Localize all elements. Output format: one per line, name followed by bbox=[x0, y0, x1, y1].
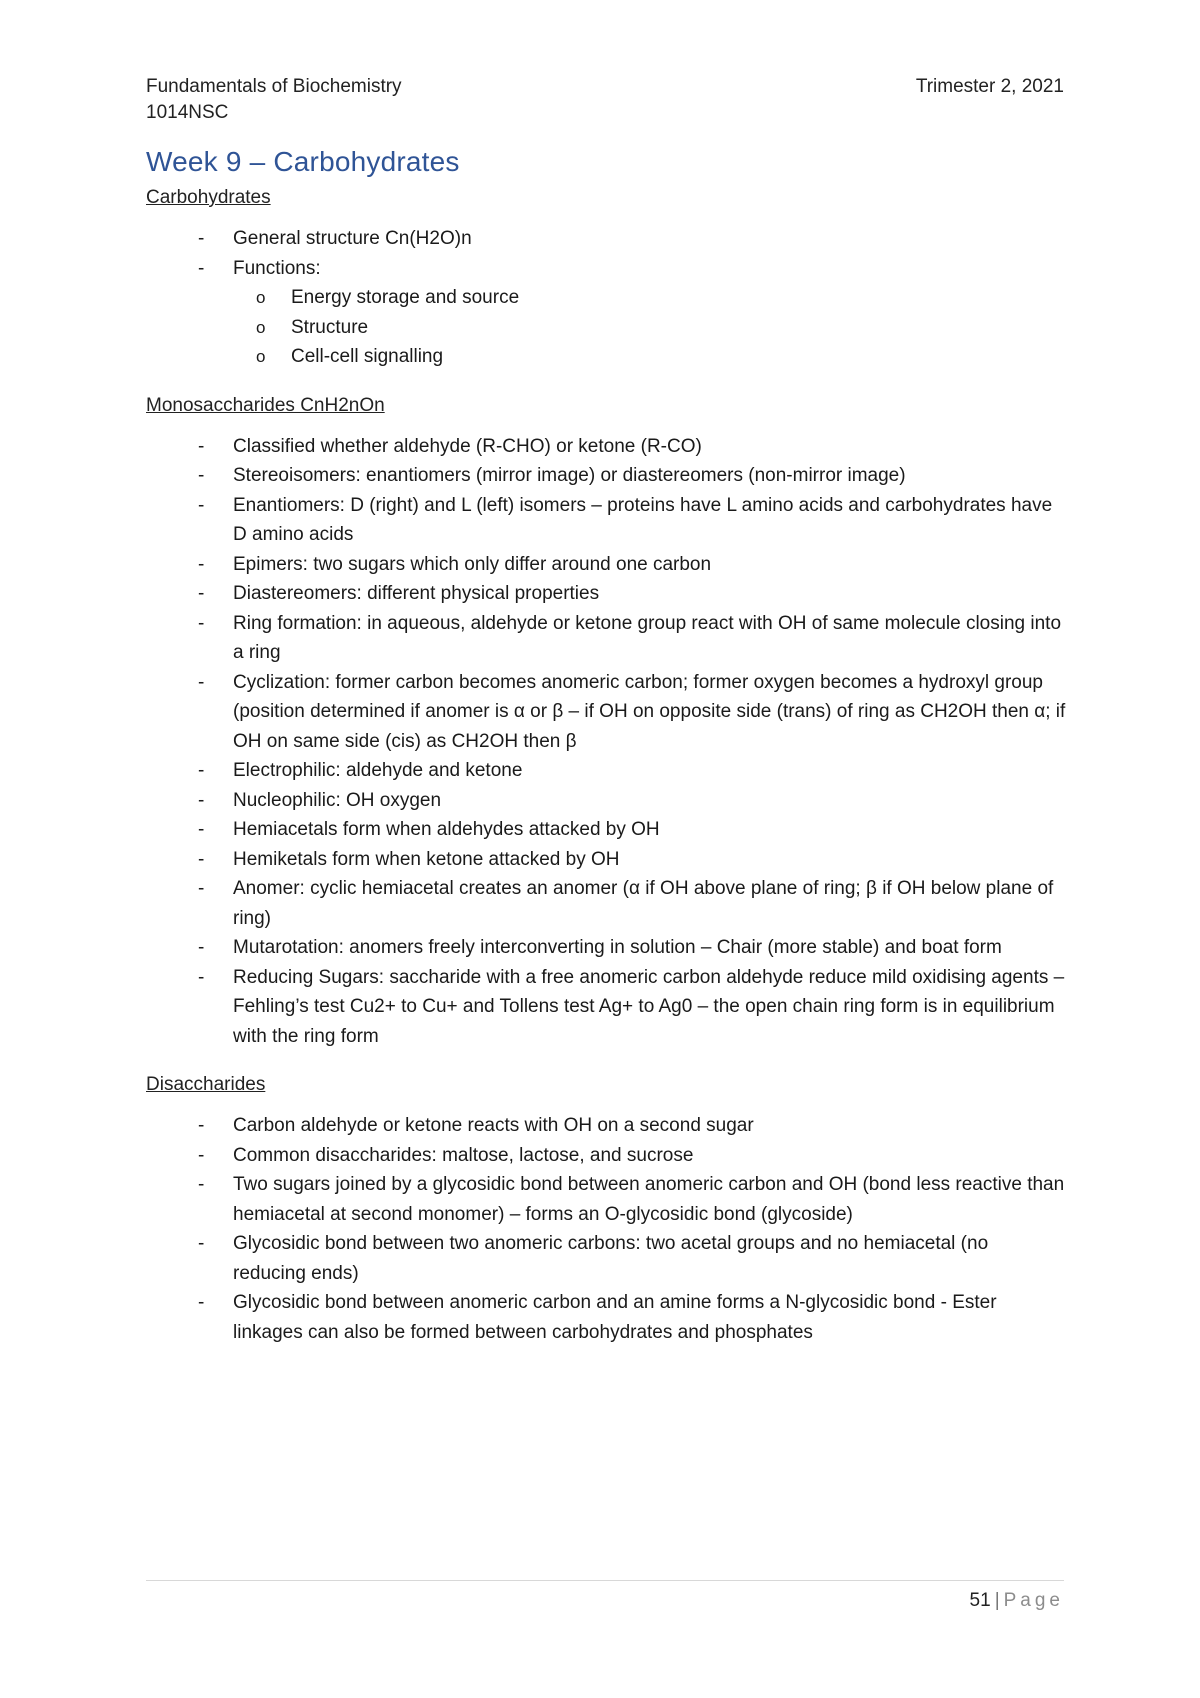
dash-bullet: - bbox=[198, 494, 205, 516]
course-code: 1014NSC bbox=[146, 102, 229, 123]
dash-bullet: - bbox=[198, 1144, 205, 1166]
section-carbohydrates bbox=[146, 184, 1066, 372]
dash-bullet: - bbox=[198, 553, 205, 575]
circle-bullet: o bbox=[256, 347, 266, 366]
list-item: - Stereoisomers: enantiomers (mirror image) or diastereomers (non-mirror image) bbox=[146, 461, 1066, 491]
dash-bullet: - bbox=[198, 848, 205, 870]
list-item: - Classified whether aldehyde (R-CHO) or ketone (R-CO) bbox=[146, 432, 1066, 462]
dash-bullet: - bbox=[198, 1233, 205, 1254]
list-item: - Ring formation: in aqueous, aldehyde or ketone group react with OH of same molecule closing into a ring bbox=[146, 609, 1066, 668]
document-body bbox=[146, 184, 1066, 1347]
list-item: - Carbon aldehyde or ketone reacts with OH on a second sugar bbox=[146, 1111, 1066, 1141]
section-monosaccharides bbox=[146, 392, 1066, 1052]
dash-bullet: - bbox=[198, 966, 205, 988]
dash-bullet: - bbox=[198, 937, 205, 958]
list-item: - Glycosidic bond between anomeric carbon and an amine forms a N-glycosidic bond - Ester linkages can also be formed between carbohydrates and phosphates bbox=[146, 1288, 1066, 1347]
dash-bullet: - bbox=[198, 257, 205, 279]
dash-bullet: - bbox=[198, 760, 205, 781]
dash-bullet: - bbox=[198, 1292, 205, 1313]
list-item: - Hemiacetals form when aldehydes attacked by OH bbox=[146, 815, 1066, 845]
section-heading: Disaccharides bbox=[146, 1074, 266, 1095]
sub-list-item: o Energy storage and source bbox=[233, 283, 1066, 313]
dash-bullet: - bbox=[198, 789, 205, 811]
page-header bbox=[146, 74, 1064, 126]
page-number: 51 bbox=[969, 1590, 991, 1611]
course-title: Fundamentals of Biochemistry bbox=[146, 76, 402, 97]
dash-bullet: - bbox=[198, 465, 205, 486]
section-heading: Monosaccharides CnH2nOn bbox=[146, 394, 385, 416]
bullet-list bbox=[146, 432, 1066, 1052]
page-footer bbox=[146, 1586, 1064, 1616]
list-item: - Electrophilic: aldehyde and ketone bbox=[146, 756, 1066, 786]
dash-bullet: - bbox=[198, 1115, 205, 1136]
list-item: - Diastereomers: different physical properties bbox=[146, 579, 1066, 609]
dash-bullet: - bbox=[198, 583, 205, 604]
dash-bullet: - bbox=[198, 435, 205, 457]
page-separator: | bbox=[994, 1590, 1000, 1611]
section-disaccharides bbox=[146, 1071, 1066, 1347]
list-item: - Epimers: two sugars which only differ around one carbon bbox=[146, 550, 1066, 580]
footer-divider bbox=[146, 1580, 1064, 1581]
section-heading: Carbohydrates bbox=[146, 187, 271, 208]
list-item: - General structure Cn(H2O)n bbox=[146, 224, 1066, 254]
term-label: Trimester 2, 2021 bbox=[915, 76, 1064, 97]
list-item: - Hemiketals form when ketone attacked by OH bbox=[146, 845, 1066, 875]
dash-bullet: - bbox=[198, 228, 205, 249]
circle-bullet: o bbox=[256, 317, 266, 337]
circle-bullet: o bbox=[256, 288, 266, 307]
dash-bullet: - bbox=[198, 612, 205, 634]
page-title: Week 9 – Carbohydrates bbox=[146, 146, 460, 177]
list-item: - Anomer: cyclic hemiacetal creates an anomer (α if OH above plane of ring; β if OH below plane of ring) bbox=[146, 874, 1066, 933]
dash-bullet: - bbox=[198, 819, 205, 840]
dash-bullet: - bbox=[198, 878, 205, 899]
list-item: - Functions: o Energy storage and source o Structure o Cell-cell signalling bbox=[146, 254, 1066, 372]
list-item: - Mutarotation: anomers freely interconverting in solution – Chair (more stable) and boat form bbox=[146, 933, 1066, 963]
list-item: - Enantiomers: D (right) and L (left) isomers – proteins have L amino acids and carbohydrates have D amino acids bbox=[146, 491, 1066, 550]
dash-bullet: - bbox=[198, 1174, 205, 1195]
sub-list-item: o Structure bbox=[233, 313, 1066, 343]
list-item: - Two sugars joined by a glycosidic bond between anomeric carbon and OH (bond less reactive than hemiacetal at second monomer) – forms an O-glycosidic bond (glycoside) bbox=[146, 1170, 1066, 1229]
sub-list-item: o Cell-cell signalling bbox=[233, 342, 1066, 372]
list-item: - Common disaccharides: maltose, lactose, and sucrose bbox=[146, 1141, 1066, 1171]
dash-bullet: - bbox=[198, 671, 205, 693]
list-item: - Cyclization: former carbon becomes anomeric carbon; former oxygen becomes a hydroxyl group (position determined if anomer is α or β – if OH on opposite side (trans) of ring as CH2OH then α; if OH on same side (cis) as CH2OH then β bbox=[146, 668, 1066, 757]
bullet-list bbox=[146, 1111, 1066, 1347]
sub-list bbox=[233, 283, 1066, 372]
bullet-list bbox=[146, 224, 1066, 372]
page-word: Page bbox=[1003, 1590, 1064, 1611]
list-item: - Nucleophilic: OH oxygen bbox=[146, 786, 1066, 816]
list-item: - Reducing Sugars: saccharide with a free anomeric carbon aldehyde reduce mild oxidising agents – Fehling’s test Cu2+ to Cu+ and Tollens test Ag+ to Ag0 – the open chain ring form is in equilibrium with the ring form bbox=[146, 963, 1066, 1052]
list-item: - Glycosidic bond between two anomeric carbons: two acetal groups and no hemiacetal (no reducing ends) bbox=[146, 1229, 1066, 1288]
